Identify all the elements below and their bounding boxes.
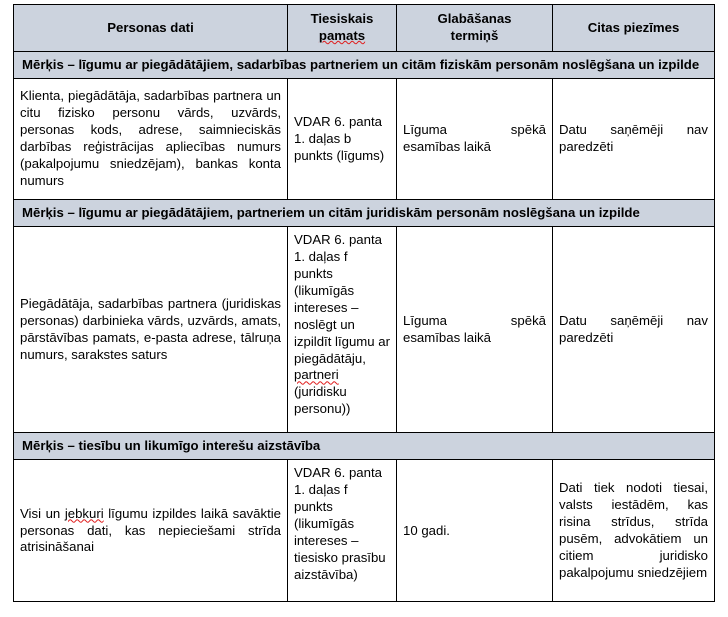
personal-data-text-part-2: līgumu izpildes laikā savāktie personas dati, kas nepieciešami strīda atrisināšanai xyxy=(20,505,281,555)
column-header-retention-period-line1: Glabāšanas xyxy=(437,11,512,27)
column-header-retention-period xyxy=(397,5,553,52)
table-body xyxy=(14,52,715,602)
purpose-section-header-row xyxy=(14,200,715,227)
table-row xyxy=(14,227,715,433)
legal-basis-misspelled-word: partneri xyxy=(294,367,339,383)
purpose-label-2: Mērķis – līgumu ar piegādātājiem, partneriem un citām juridiskām personām noslēgšana un izpilde xyxy=(14,200,715,227)
table-header xyxy=(14,5,715,52)
cell-personal-data-3 xyxy=(14,460,288,602)
cell-retention-period-3: 10 gadi. xyxy=(397,460,553,602)
cell-retention-period-1: Līguma spēkā esamības laikā xyxy=(397,79,553,200)
column-header-retention-period-line2: termiņš xyxy=(450,28,499,43)
table-row xyxy=(14,460,715,602)
personal-data-processing-table xyxy=(13,4,715,602)
column-header-legal-basis-line1: Tiesiskais xyxy=(310,11,374,27)
cell-other-notes-2: Datu saņēmēji nav paredzēti xyxy=(553,227,715,433)
column-header-legal-basis xyxy=(288,5,397,52)
legal-basis-text-part-1: VDAR 6. panta 1. daļas f punkts (likumīgās intereses – noslēgt un izpildīt līgumu ar piegādātāju, xyxy=(294,232,391,366)
table-header-row xyxy=(14,5,715,52)
cell-legal-basis-2 xyxy=(288,227,397,433)
cell-retention-period-2: Līguma spēkā esamības laikā xyxy=(397,227,553,433)
cell-personal-data-1: Klienta, piegādātāja, sadarbības partnera un citu fizisko personu vārds, uzvārds, personas kods, adrese, saimnieciskās darbības reģistrācijas apliecības numurs (pakalpojumu sniedzējam), bankas konta numurs xyxy=(14,79,288,200)
cell-personal-data-2: Piegādātāja, sadarbības partnera (juridiskas personas) darbinieka vārds, uzvārds, amats, pārstāvības pamats, e-pasta adrese, tālruņa numurs, sarakstes saturs xyxy=(14,227,288,433)
personal-data-misspelled-word: jebkuri xyxy=(64,505,104,521)
legal-basis-text-part-2: (juridisku personu)) xyxy=(294,384,351,417)
purpose-section-header-row xyxy=(14,52,715,79)
column-header-other-notes: Citas piezīmes xyxy=(553,5,715,52)
purpose-section-header-row xyxy=(14,433,715,460)
column-header-personal-data: Personas dati xyxy=(14,5,288,52)
cell-legal-basis-1: VDAR 6. panta 1. daļas b punkts (līgums) xyxy=(288,79,397,200)
column-header-legal-basis-line2: pamats xyxy=(318,28,366,43)
table-row xyxy=(14,79,715,200)
cell-other-notes-3: Dati tiek nodoti tiesai, valsts iestādēm, kas risina strīdus, strīda pusēm, advokātiem un citiem juridisko pakalpojumu sniedzējiem xyxy=(553,460,715,602)
cell-other-notes-1: Datu saņēmēji nav paredzēti xyxy=(553,79,715,200)
purpose-label-3: Mērķis – tiesību un likumīgo interešu aizstāvība xyxy=(14,433,715,460)
personal-data-text-part-1: Visi un xyxy=(20,505,65,521)
cell-legal-basis-3: VDAR 6. panta 1. daļas f punkts (likumīgās intereses – tiesisko prasību aizstāvība) xyxy=(288,460,397,602)
purpose-label-1: Mērķis – līgumu ar piegādātājiem, sadarbības partneriem un citām fiziskām personām noslēgšana un izpilde xyxy=(14,52,715,79)
